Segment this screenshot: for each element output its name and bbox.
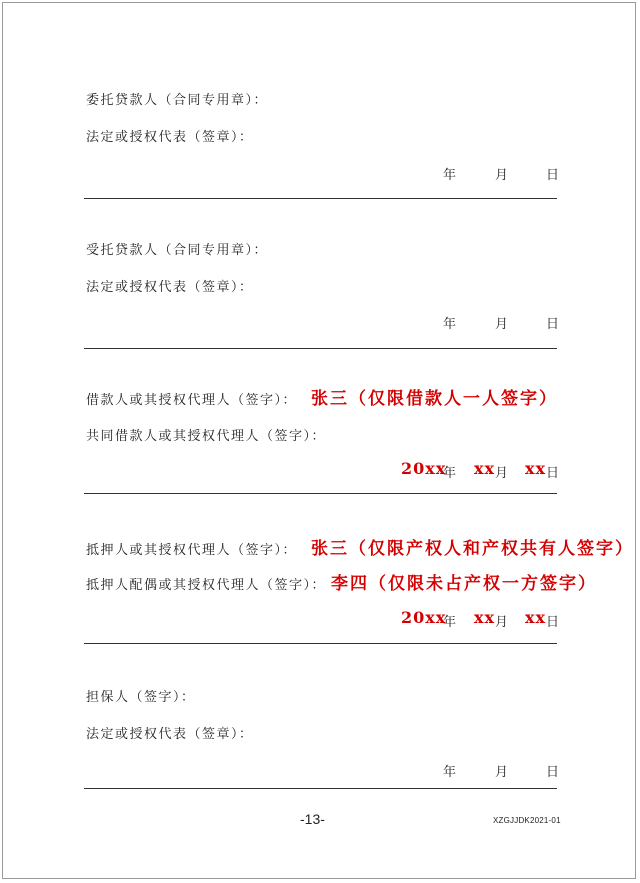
date-day-value: xx — [525, 459, 547, 478]
date-year-label: 年 — [443, 168, 457, 183]
date-month-label: 月 — [495, 765, 509, 780]
borrower-signature-note: 张三（仅限借款人一人签字） — [311, 389, 558, 409]
date-day-value: xx — [525, 608, 547, 627]
page-number: -13- — [300, 811, 325, 827]
date-year-label: 年 — [443, 615, 457, 630]
date-day-label: 日 — [546, 615, 560, 630]
date-day-label: 日 — [546, 317, 560, 332]
mortgagor-spouse-label: 抵押人配偶或其授权代理人（签字）： — [86, 578, 327, 593]
date-month-value: xx — [474, 459, 496, 478]
document-code: XZGJJDK2021-01 — [493, 816, 561, 825]
entrusted-lender-rep-label: 法定或授权代表（签章）： — [86, 130, 254, 145]
date-day-label: 日 — [546, 765, 560, 780]
date-month-label: 月 — [495, 466, 509, 481]
date-year-label: 年 — [443, 466, 457, 481]
guarantor-label: 担保人（签字）： — [86, 690, 196, 705]
date-year-value: 20xx — [401, 608, 447, 627]
date-day-label: 日 — [546, 168, 560, 183]
section-divider — [84, 348, 557, 349]
mortgagor-signature-note: 张三（仅限产权人和产权共有人签字） — [311, 539, 634, 559]
section-divider — [84, 493, 557, 494]
date-year-label: 年 — [443, 317, 457, 332]
guarantor-rep-label: 法定或授权代表（签章）： — [86, 727, 254, 742]
date-month-label: 月 — [495, 168, 509, 183]
date-month-label: 月 — [495, 615, 509, 630]
borrower-label: 借款人或其授权代理人（签字）： — [86, 393, 298, 408]
entrusted-borrower-label: 受托贷款人（合同专用章）： — [86, 243, 269, 258]
section-divider — [84, 198, 557, 199]
co-borrower-label: 共同借款人或其授权代理人（签字）： — [86, 429, 327, 444]
mortgagor-spouse-signature-note: 李四（仅限未占产权一方签字） — [331, 574, 597, 594]
date-year-value: 20xx — [401, 459, 447, 478]
date-day-label: 日 — [546, 466, 560, 481]
date-month-value: xx — [474, 608, 496, 627]
entrusted-borrower-rep-label: 法定或授权代表（签章）： — [86, 280, 254, 295]
date-year-label: 年 — [443, 765, 457, 780]
section-divider — [84, 643, 557, 644]
date-month-label: 月 — [495, 317, 509, 332]
section-divider — [84, 788, 557, 789]
mortgagor-label: 抵押人或其授权代理人（签字）： — [86, 543, 298, 558]
entrusted-lender-label: 委托贷款人（合同专用章）： — [86, 93, 269, 108]
